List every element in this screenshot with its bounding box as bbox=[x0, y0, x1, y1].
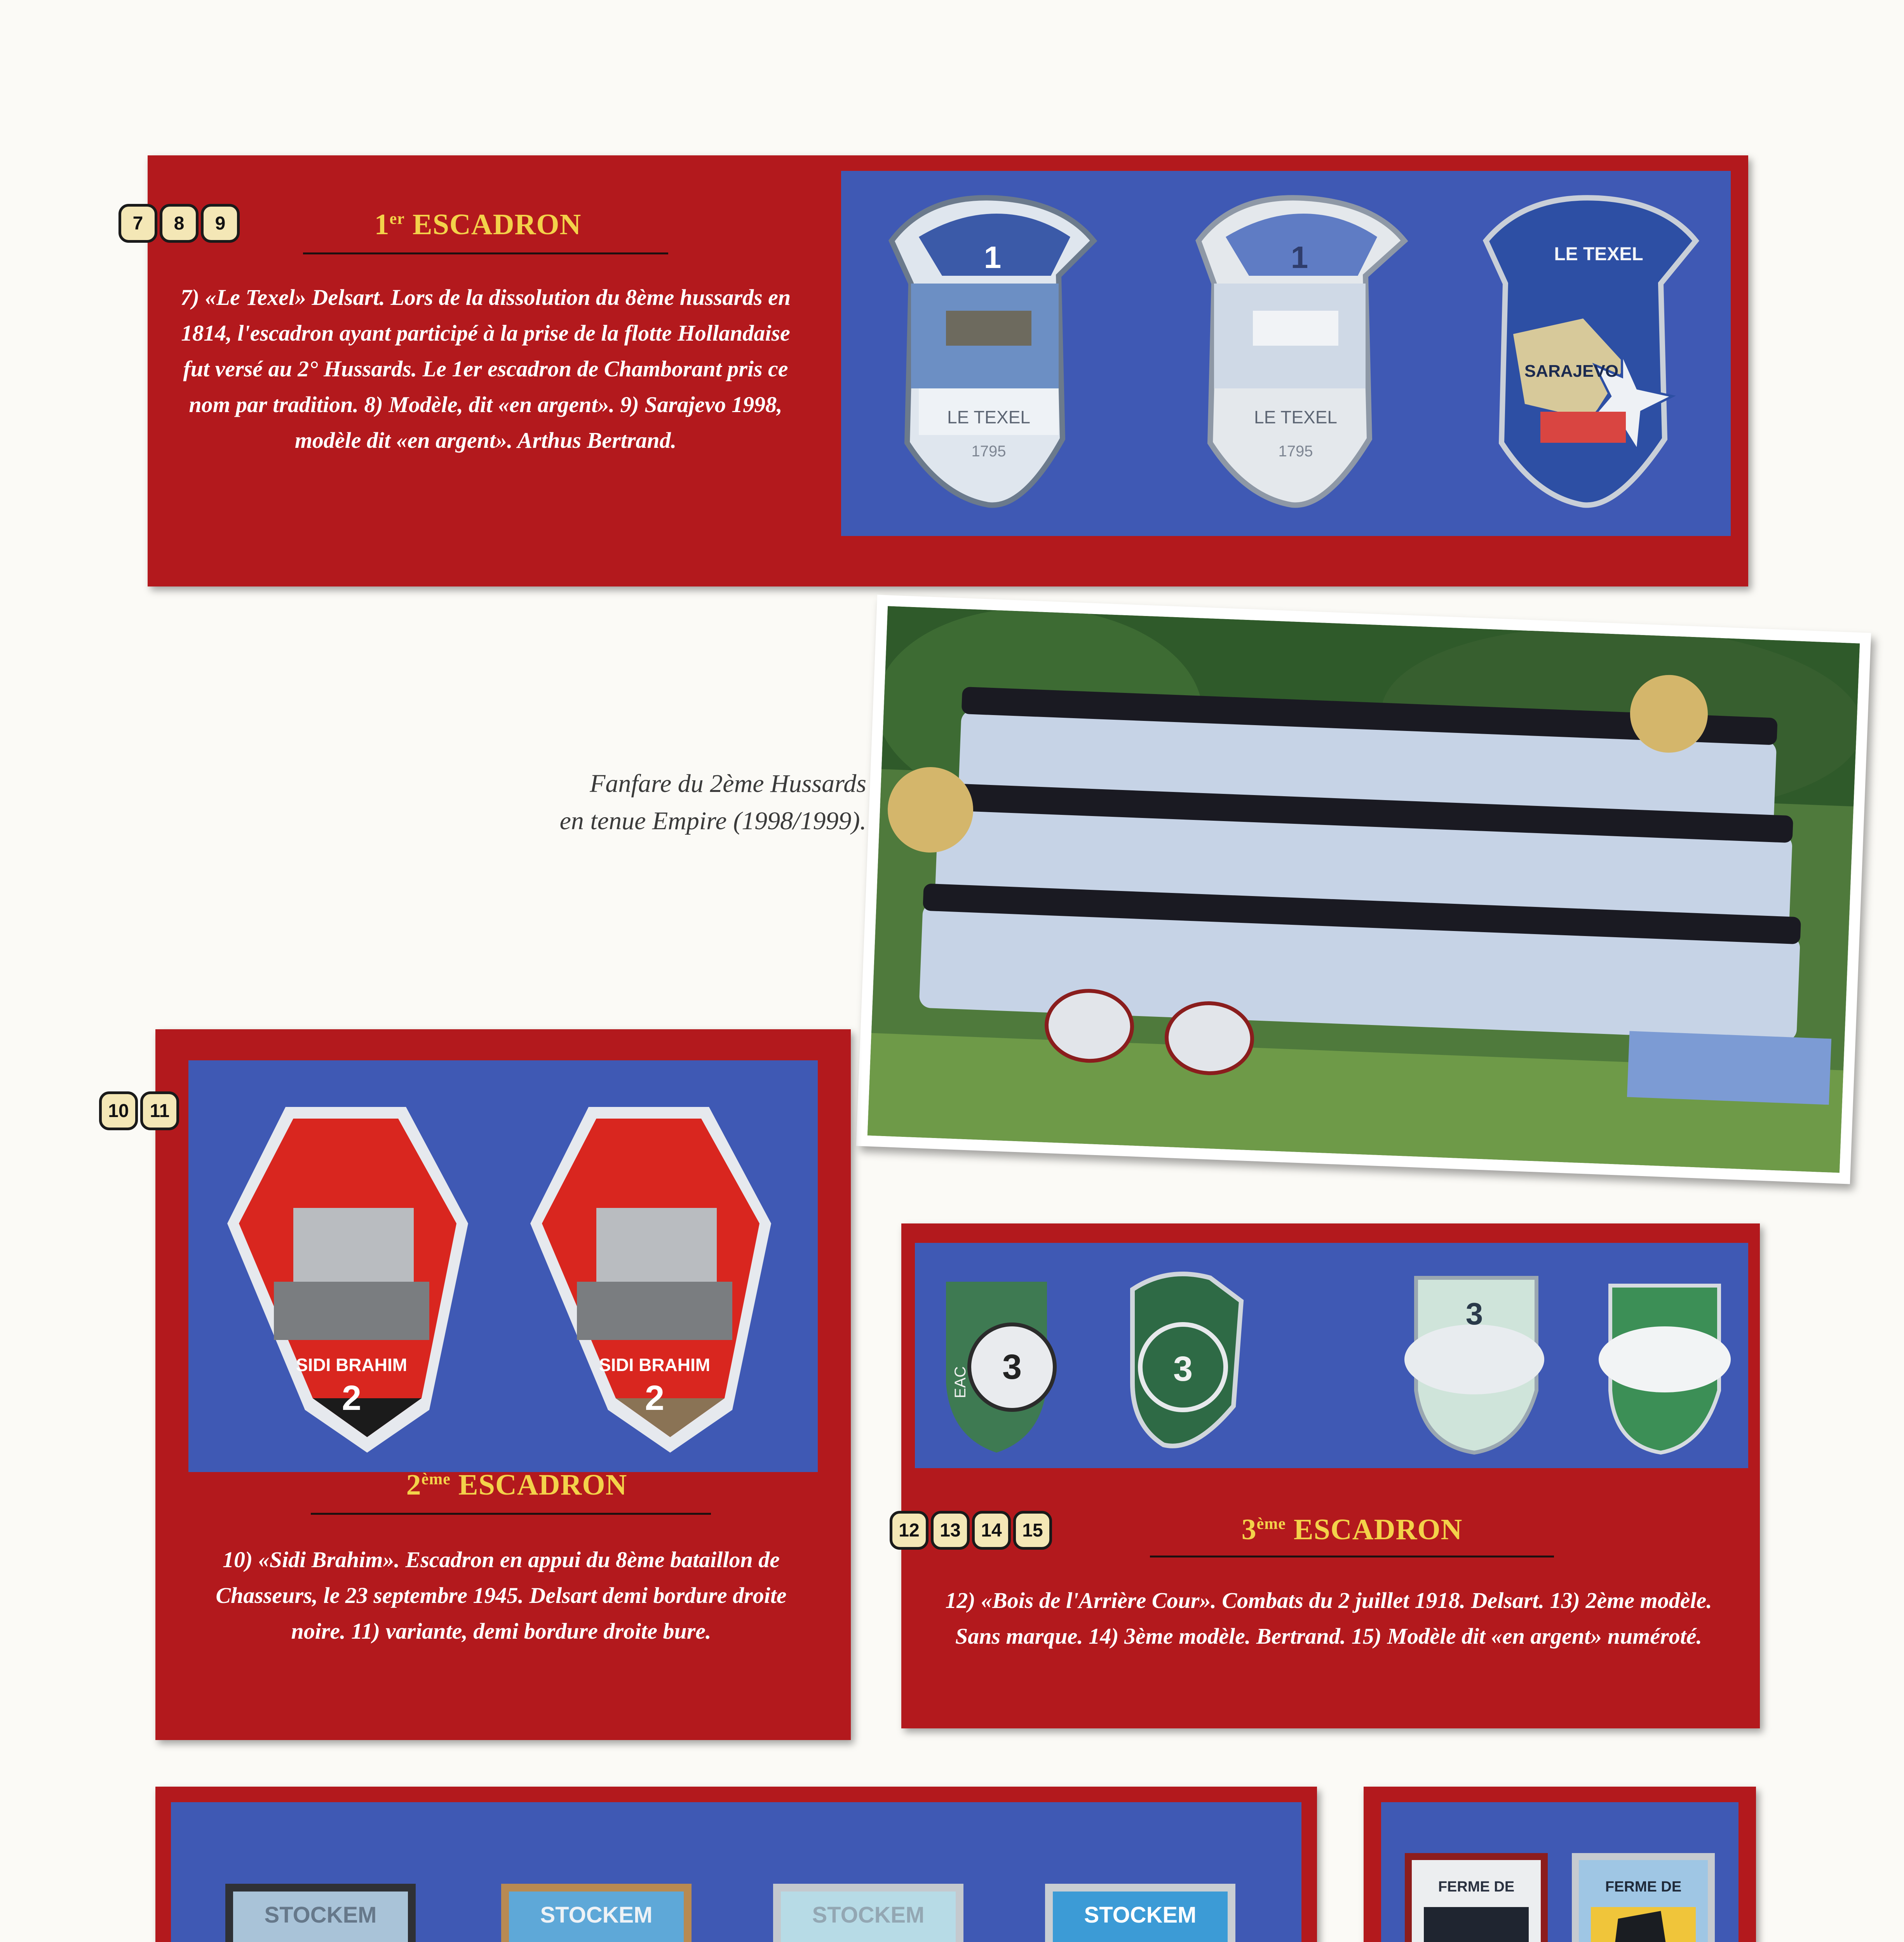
insignia-14-number: 3 bbox=[1465, 1296, 1483, 1331]
number-tag: 13 bbox=[931, 1511, 970, 1550]
insignia-15 bbox=[1599, 1286, 1731, 1453]
number-tag: 14 bbox=[972, 1511, 1011, 1550]
number-tag: 8 bbox=[160, 204, 199, 243]
insignia-8-year: 1795 bbox=[1278, 443, 1313, 460]
section-2-number-tags bbox=[99, 1091, 179, 1130]
insignia-16-name: STOCKEM bbox=[264, 1902, 377, 1928]
insignia-20 bbox=[1408, 1857, 1544, 1942]
section-2-title-word: ESCADRON bbox=[458, 1469, 627, 1501]
section-1-title bbox=[303, 208, 653, 242]
insignia-8 bbox=[1198, 198, 1404, 505]
number-tag: 15 bbox=[1013, 1511, 1052, 1550]
section-3-number-tags bbox=[890, 1511, 1052, 1550]
photo-caption-line-1: Fanfare du 2ème Hussards bbox=[590, 769, 866, 798]
section-2-text: 10) «Sidi Brahim». Escadron en appui du 8ème bataillon de Chasseurs, le 23 septembre 1945. Delsart demi bordure droite noire. 11) variante, demi bordure droite bure. bbox=[216, 1547, 787, 1644]
section-1-text: 7) «Le Texel» Delsart. Lors de la dissolution du 8ème hussards en 1814, l'escadron ayant participé à la prise de la flotte Hollandaise fut versé au 2° Hussards. Le 1er escadron de Chamborant pris ce nom par tradition. 8) Modèle, dit «en argent». 9) Sarajevo 1998, modèle dit «en argent». Arthus Bertrand. bbox=[180, 285, 791, 453]
insignia-7-year: 1795 bbox=[971, 443, 1006, 460]
insignia-21 bbox=[1575, 1857, 1711, 1942]
section-4-photo bbox=[171, 1802, 1301, 1942]
insignia-12-number: 3 bbox=[1002, 1348, 1022, 1387]
insignia-12-letters: EAC bbox=[952, 1366, 969, 1398]
insignia-19 bbox=[1049, 1888, 1232, 1942]
number-tag: 11 bbox=[140, 1091, 179, 1130]
insignia-13-number: 3 bbox=[1173, 1350, 1193, 1389]
insignia-11-name: SIDI BRAHIM bbox=[599, 1355, 711, 1375]
section-1-title-word: ESCADRON bbox=[412, 208, 582, 241]
section-3-title bbox=[1162, 1513, 1542, 1547]
section-3-title-suffix: ème bbox=[1256, 1515, 1286, 1533]
section-2-title bbox=[326, 1468, 707, 1502]
photo-caption bbox=[408, 765, 866, 840]
insignia-10-number: 2 bbox=[341, 1379, 362, 1418]
photo-caption-line-2: en tenue Empire (1998/1999). bbox=[559, 807, 866, 835]
insignia-13 bbox=[1132, 1274, 1241, 1446]
section-1-rule bbox=[303, 252, 668, 254]
insignia-7 bbox=[892, 198, 1094, 505]
insignia-7-number: 1 bbox=[984, 240, 1002, 275]
section-3-title-number: 3 bbox=[1241, 1513, 1257, 1546]
section-3-rule bbox=[1150, 1556, 1554, 1557]
insignia-17-name: STOCKEM bbox=[540, 1902, 653, 1928]
number-tag: 9 bbox=[201, 204, 240, 243]
section-3-text: 12) «Bois de l'Arrière Cour». Combats du 2 juillet 1918. Delsart. 13) 2ème modèle. Sans marque. 14) 3ème modèle. Bertrand. 15) Modèle dit «en argent» numéroté. bbox=[945, 1588, 1712, 1649]
insignia-19-name: STOCKEM bbox=[1084, 1902, 1197, 1928]
section-1-title-number: 1 bbox=[374, 208, 390, 241]
insignia-18 bbox=[777, 1888, 960, 1942]
section-1-title-suffix: er bbox=[389, 210, 405, 228]
section-1-number-tags bbox=[118, 204, 240, 243]
section-1-photo bbox=[841, 171, 1731, 536]
insignia-10 bbox=[227, 1107, 468, 1453]
insignia-10-name: SIDI BRAHIM bbox=[296, 1355, 408, 1375]
insignia-9-city: SARAJEVO bbox=[1524, 362, 1619, 381]
insignia-9 bbox=[1486, 198, 1696, 505]
insignia-20-top: FERME DE bbox=[1438, 1879, 1515, 1895]
insignia-12 bbox=[946, 1282, 1055, 1453]
insignia-7-name: LE TEXEL bbox=[947, 407, 1030, 427]
section-2-title-suffix: ème bbox=[421, 1470, 451, 1488]
insignia-17 bbox=[505, 1888, 688, 1942]
insignia-18-name: STOCKEM bbox=[812, 1902, 925, 1928]
section-3-photo bbox=[915, 1243, 1748, 1468]
number-tag: 7 bbox=[118, 204, 157, 243]
section-2-rule bbox=[311, 1513, 711, 1515]
insignia-9-name: LE TEXEL bbox=[1554, 244, 1643, 265]
number-tag: 12 bbox=[890, 1511, 928, 1550]
insignia-8-number: 1 bbox=[1291, 240, 1308, 275]
section-2-photo bbox=[188, 1060, 818, 1472]
insignia-16 bbox=[229, 1888, 412, 1942]
insignia-21-top: FERME DE bbox=[1605, 1879, 1682, 1895]
insignia-14 bbox=[1404, 1278, 1544, 1453]
insignia-11-number: 2 bbox=[645, 1379, 665, 1418]
insignia-8-name: LE TEXEL bbox=[1254, 407, 1337, 427]
insignia-11 bbox=[530, 1107, 771, 1453]
number-tag: 10 bbox=[99, 1091, 138, 1130]
section-3-title-word: ESCADRON bbox=[1293, 1513, 1463, 1546]
section-5-photo bbox=[1381, 1802, 1739, 1942]
band-photo bbox=[856, 595, 1871, 1184]
section-2-title-number: 2 bbox=[406, 1469, 422, 1501]
